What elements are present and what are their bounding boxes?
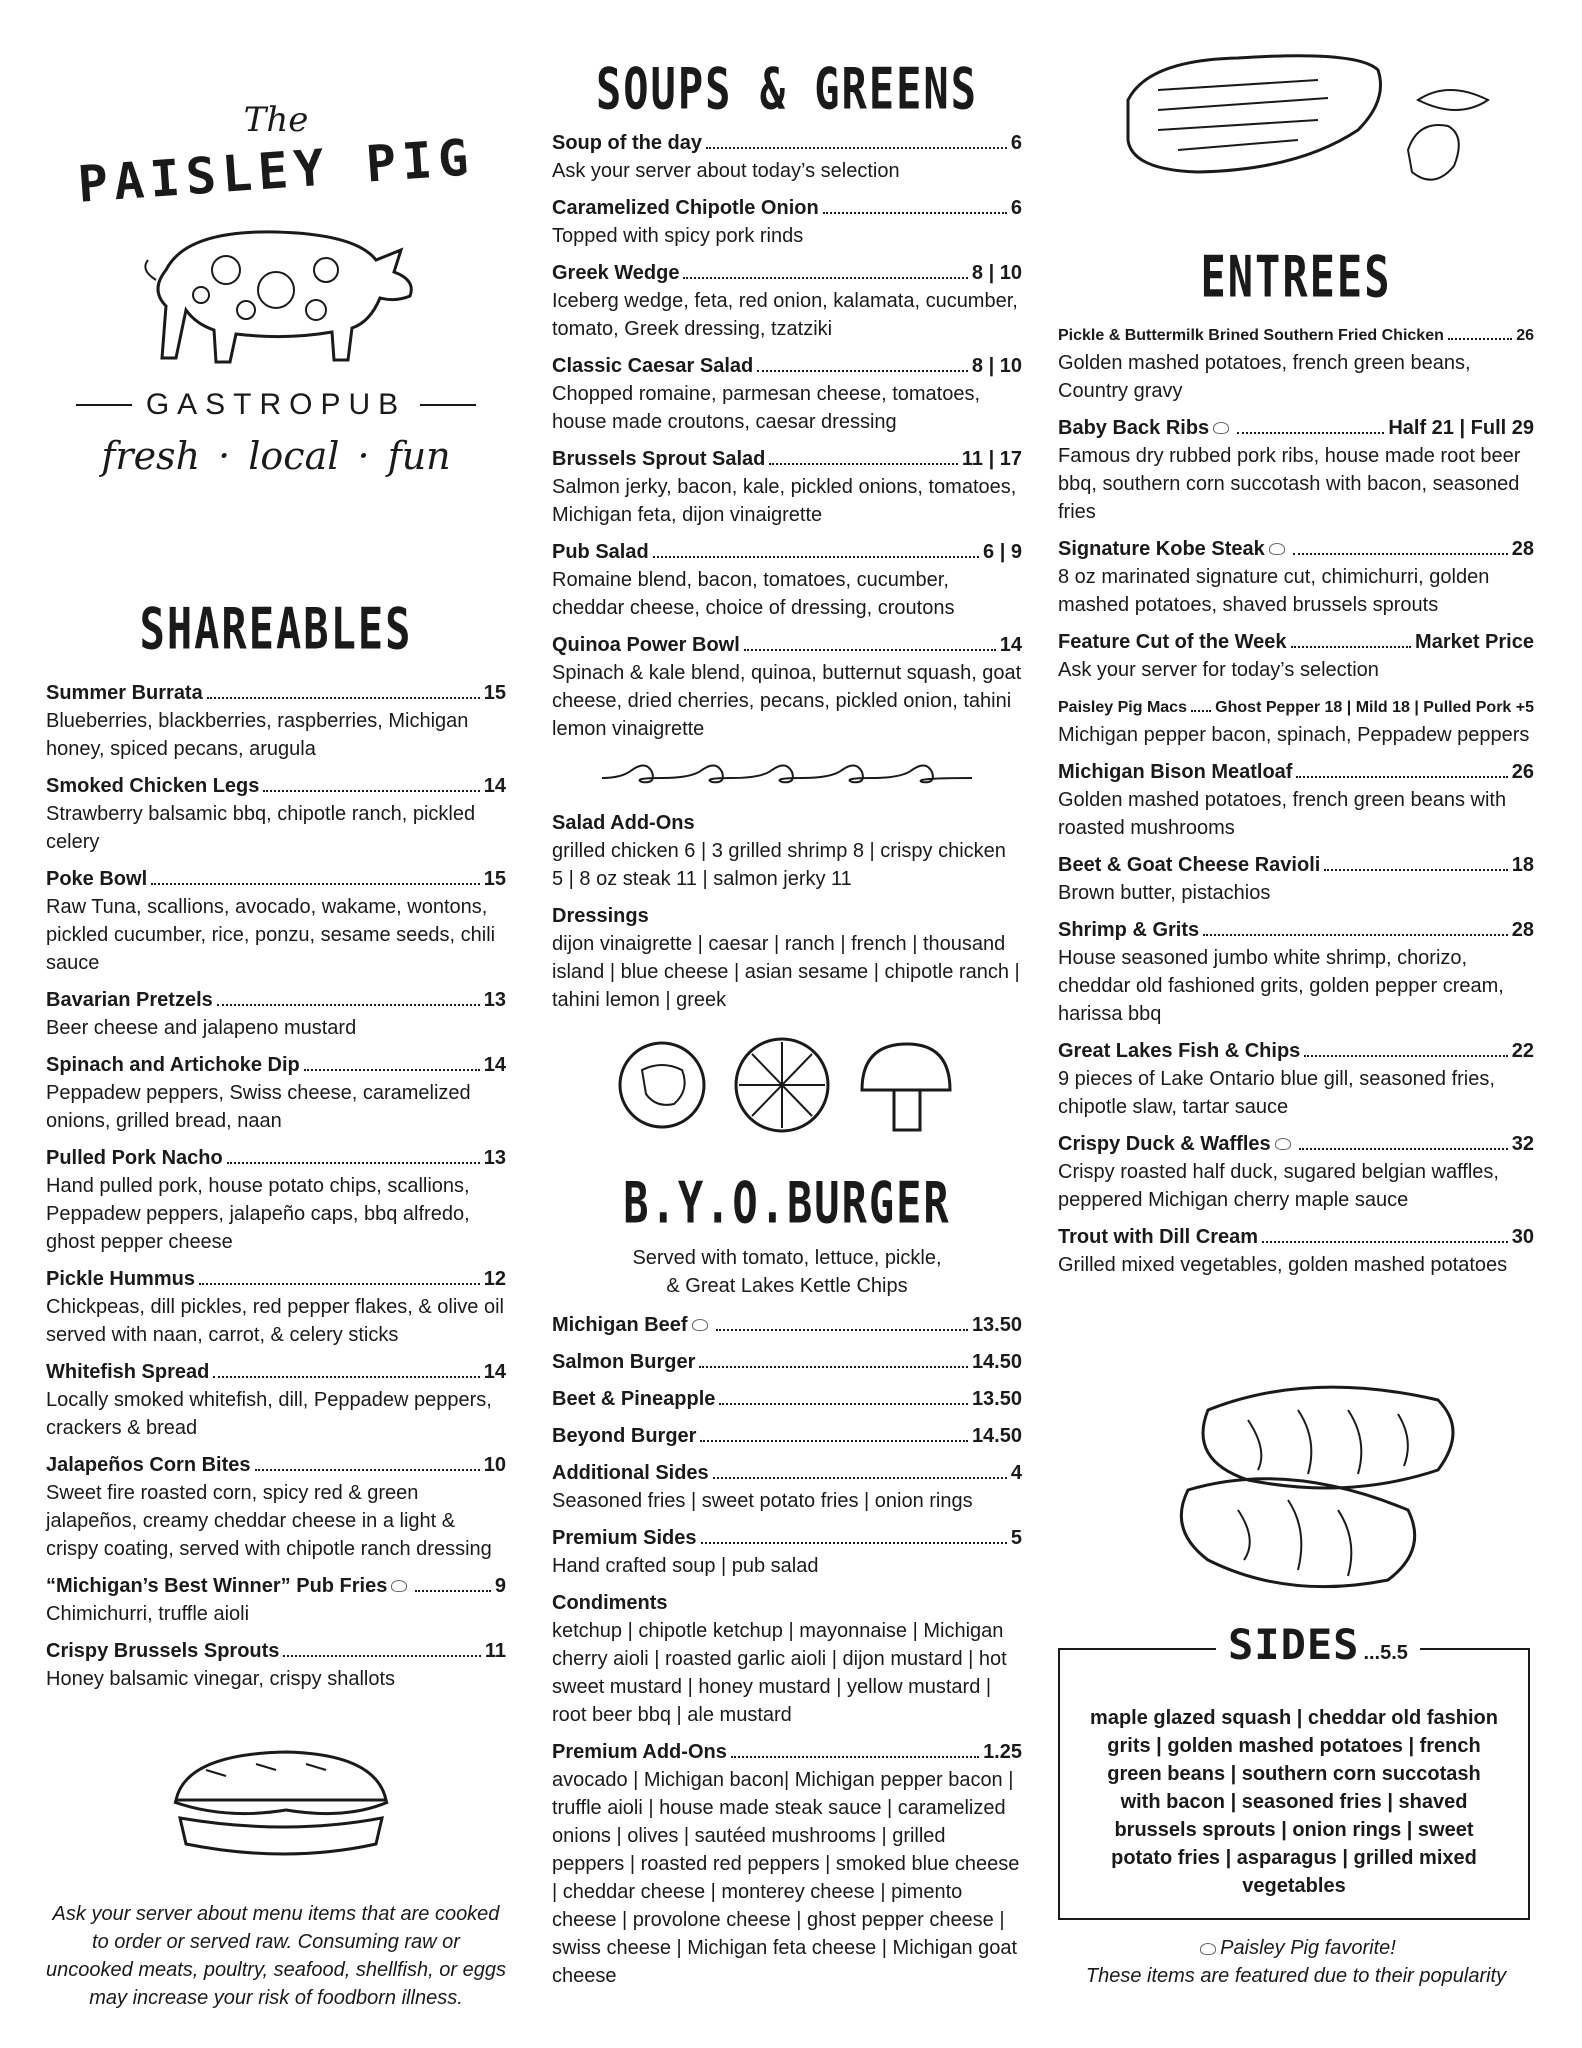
dressings-title: Dressings xyxy=(552,905,649,927)
item-name: Paisley Pig Macs xyxy=(1058,699,1187,716)
dressings xyxy=(552,903,1022,1014)
dot-leader xyxy=(1304,1055,1507,1057)
item-name: Premium Add-Ons xyxy=(552,1741,727,1763)
item-name: Bavarian Pretzels xyxy=(46,989,213,1011)
dot-leader xyxy=(1293,553,1508,555)
item-description: Iceberg wedge, feta, red onion, kalamata, cucumber, tomato, Greek dressing, tzatziki xyxy=(552,290,1018,340)
menu-item xyxy=(46,1638,506,1693)
item-description: Ask your server about today’s selection xyxy=(552,160,900,182)
item-price: 14 xyxy=(483,775,506,797)
favorite-pig-icon xyxy=(1269,543,1285,555)
menu-item xyxy=(46,987,506,1042)
item-name: Great Lakes Fish & Chips xyxy=(1058,1040,1301,1062)
dot-leader xyxy=(1203,934,1508,936)
dot-leader xyxy=(716,1329,968,1331)
vegetables-illustration-icon xyxy=(612,1030,952,1140)
menu-item xyxy=(1058,852,1534,907)
sides-list: maple glazed squash | cheddar old fashion grits | golden mashed potatoes | french green beans | southern corn succotash with bacon | seasoned fries | shaved brussels sprouts | onion rings | sweet potato fries | asparagus | grilled mixed vegetables xyxy=(1090,1707,1498,1897)
item-name: Soup of the day xyxy=(552,132,702,154)
dot-leader xyxy=(653,556,979,558)
section-title-shareables: SHAREABLES xyxy=(139,596,413,663)
item-price: 14.50 xyxy=(971,1425,1022,1447)
favorite-pig-icon xyxy=(1200,1943,1216,1955)
item-price: 8 | 10 xyxy=(971,355,1022,377)
item-price: 11 | 17 xyxy=(961,448,1022,470)
menu-item xyxy=(1058,759,1534,842)
item-price: 10 xyxy=(483,1454,506,1476)
menu-item xyxy=(552,1386,1022,1413)
divider-line xyxy=(420,404,476,406)
dot-leader xyxy=(1191,710,1211,712)
condiments xyxy=(552,1590,1022,1729)
food-safety-disclaimer: Ask your server about menu items that are cooked to order or served raw. Consuming raw or uncooked meats, poultry, seafood, shellfish, or eggs may increase your risk of foodborn illness. xyxy=(46,1903,506,2009)
steak-illustration-icon xyxy=(1118,40,1498,220)
item-description: Chopped romaine, parmesan cheese, tomatoes, house made croutons, caesar dressing xyxy=(552,383,981,433)
item-description: Golden mashed potatoes, french green beans with roasted mushrooms xyxy=(1058,789,1507,839)
item-price: 28 xyxy=(1511,538,1534,560)
item-price: 26 xyxy=(1511,761,1534,783)
item-description: House seasoned jumbo white shrimp, chorizo, cheddar old fashioned grits, golden pepper cream, harissa bbq xyxy=(1058,947,1504,1025)
item-description: Salmon jerky, bacon, kale, pickled onions, tomatoes, Michigan feta, dijon vinaigrette xyxy=(552,476,1017,526)
item-name: Premium Sides xyxy=(552,1527,697,1549)
dot-leader xyxy=(255,1469,480,1471)
premium-addons-list: avocado | Michigan bacon| Michigan pepper bacon | truffle aioli | house made steak sauce | caramelized onions | olives | sautéed mushrooms | grilled peppers | roasted red peppers | smoked blue cheese | cheddar cheese | monterey cheese | pimento cheese | provolone cheese | ghost pepper cheese | swiss cheese | Michigan feta cheese | Michigan goat cheese xyxy=(552,1769,1020,1987)
dressings-list: dijon vinaigrette | caesar | ranch | french | thousand island | blue cheese | asian sesame | chipotle ranch | tahini lemon | greek xyxy=(552,933,1020,1011)
dot-leader xyxy=(227,1162,480,1164)
item-name: Beyond Burger xyxy=(552,1425,697,1447)
legend-line2: These items are featured due to their popularity xyxy=(1085,1965,1507,1987)
logo-gastropub: GASTROPUB xyxy=(145,388,407,421)
menu-item xyxy=(46,773,506,856)
dot-leader xyxy=(283,1655,480,1657)
menu-item xyxy=(552,130,1022,185)
item-price: 28 xyxy=(1511,919,1534,941)
item-description: Spinach & kale blend, quinoa, butternut squash, goat cheese, dried cherries, pecans, pickled onion, tahini lemon vinaigrette xyxy=(552,662,1022,740)
favorite-pig-icon xyxy=(1213,422,1229,434)
item-name: Trout with Dill Cream xyxy=(1058,1226,1259,1248)
menu-item xyxy=(1058,629,1534,684)
menu-item xyxy=(552,353,1022,436)
menu-item xyxy=(46,1266,506,1349)
burger-subtitle-line2: & Great Lakes Kettle Chips xyxy=(666,1275,908,1297)
menu-item xyxy=(46,1052,506,1135)
item-description: Michigan pepper bacon, spinach, Peppadew peppers xyxy=(1058,724,1530,746)
dot-leader xyxy=(700,1440,967,1442)
dot-leader xyxy=(823,212,1007,214)
dot-leader xyxy=(713,1477,1007,1479)
menu-item xyxy=(552,195,1022,250)
dot-leader xyxy=(199,1283,480,1285)
dot-leader xyxy=(744,649,996,651)
item-description: Hand crafted soup | pub salad xyxy=(552,1555,819,1577)
favorite-pig-icon xyxy=(1275,1138,1291,1150)
item-description: Peppadew peppers, Swiss cheese, caramelized onions, grilled bread, naan xyxy=(46,1082,471,1132)
section-title-soups: SOUPS & GREENS xyxy=(595,56,978,123)
item-name: Whitefish Spread xyxy=(46,1361,210,1383)
fish-fillet-illustration-icon xyxy=(1148,1370,1478,1610)
divider-line xyxy=(76,404,132,406)
dot-leader xyxy=(213,1376,479,1378)
dot-leader xyxy=(207,697,480,699)
menu-item xyxy=(552,260,1022,343)
item-description: Honey balsamic vinegar, crispy shallots xyxy=(46,1668,396,1690)
item-name: Shrimp & Grits xyxy=(1058,919,1200,941)
item-name: Classic Caesar Salad xyxy=(552,355,754,377)
section-title-burger: B.Y.O.BURGER xyxy=(623,1170,951,1237)
item-price: 5 xyxy=(1010,1527,1022,1549)
menu-item xyxy=(1058,1131,1534,1214)
menu-item xyxy=(552,1460,1022,1515)
item-name: Quinoa Power Bowl xyxy=(552,634,740,656)
item-description: Locally smoked whitefish, dill, Peppadew peppers, crackers & bread xyxy=(46,1389,492,1439)
swirl-divider-icon xyxy=(602,758,972,798)
item-price: 32 xyxy=(1511,1133,1534,1155)
item-description: Crispy roasted half duck, sugared belgian waffles, peppered Michigan cherry maple sauce xyxy=(1058,1161,1499,1211)
menu-item xyxy=(552,1423,1022,1450)
menu-item xyxy=(552,632,1022,743)
entrees-list xyxy=(1058,322,1534,1289)
paisley-pig-icon xyxy=(126,210,426,370)
dot-leader xyxy=(1299,1148,1508,1150)
menu-item xyxy=(552,1349,1022,1376)
menu-item xyxy=(1058,1038,1534,1121)
item-name: Poke Bowl xyxy=(46,868,148,890)
dot-leader xyxy=(731,1756,979,1758)
dot-leader xyxy=(1291,646,1411,648)
item-description: Romaine blend, bacon, tomatoes, cucumber, cheddar cheese, choice of dressing, croutons xyxy=(552,569,955,619)
logo-the: The xyxy=(243,100,309,140)
dot-leader xyxy=(415,1590,491,1592)
item-price: 9 xyxy=(494,1575,506,1597)
logo-tagline: fresh · local · fun xyxy=(101,434,451,478)
menu-item xyxy=(1058,536,1534,619)
item-price: Half 21 | Full 29 xyxy=(1388,417,1534,439)
item-price: 30 xyxy=(1511,1226,1534,1248)
item-description: Grilled mixed vegetables, golden mashed potatoes xyxy=(1058,1254,1508,1276)
soups-list xyxy=(552,130,1022,753)
dot-leader xyxy=(757,370,968,372)
item-price: 14.50 xyxy=(971,1351,1022,1373)
salad-addons xyxy=(552,810,1022,893)
item-price: 6 | 9 xyxy=(983,541,1022,563)
item-price: Ghost Pepper 18 | Mild 18 | Pulled Pork +5 xyxy=(1215,699,1534,716)
item-name: Pickle & Buttermilk Brined Southern Fried Chicken xyxy=(1058,327,1444,344)
item-name: Baby Back Ribs xyxy=(1058,417,1210,439)
item-description: Chickpeas, dill pickles, red pepper flakes, & olive oil served with naan, carrot, & celery sticks xyxy=(46,1296,504,1346)
menu-item xyxy=(552,1525,1022,1580)
sides-box xyxy=(1058,1620,1530,1920)
item-name: Pickle Hummus xyxy=(46,1268,195,1290)
menu-item xyxy=(552,1312,1022,1339)
dot-leader xyxy=(706,147,1007,149)
salad-extras xyxy=(552,810,1022,1024)
dot-leader xyxy=(1262,1241,1508,1243)
item-description: Golden mashed potatoes, french green beans, Country gravy xyxy=(1058,352,1471,402)
dot-leader xyxy=(683,277,967,279)
item-name: Smoked Chicken Legs xyxy=(46,775,260,797)
menu-item xyxy=(1058,415,1534,526)
item-price: 14 xyxy=(483,1361,506,1383)
item-description: Sweet fire roasted corn, spicy red & green jalapeños, creamy cheddar cheese in a light & crispy coating, served with chipotle ranch dressing xyxy=(46,1482,492,1560)
item-name: Jalapeños Corn Bites xyxy=(46,1454,251,1476)
item-description: Famous dry rubbed pork ribs, house made root beer bbq, southern corn succotash with bacon, seasoned fries xyxy=(1058,445,1521,523)
dot-leader xyxy=(719,1403,968,1405)
dot-leader xyxy=(1237,432,1384,434)
menu-item xyxy=(46,866,506,977)
premium-addons xyxy=(552,1739,1022,1990)
item-price: 15 xyxy=(483,868,506,890)
item-price: 6 xyxy=(1010,197,1022,219)
dot-leader xyxy=(701,1542,1007,1544)
restaurant-logo xyxy=(46,100,506,478)
item-description: Ask your server for today’s selection xyxy=(1058,659,1379,681)
item-description: Hand pulled pork, house potato chips, scallions, Peppadew peppers, jalapeño caps, bbq alfredo, ghost pepper cheese xyxy=(46,1175,470,1253)
dot-leader xyxy=(769,463,957,465)
item-description: Chimichurri, truffle aioli xyxy=(46,1603,250,1625)
item-price: Market Price xyxy=(1415,631,1534,653)
item-price: 13.50 xyxy=(971,1314,1022,1336)
favorite-legend xyxy=(1058,1934,1534,1990)
item-price: 13.50 xyxy=(971,1388,1022,1410)
item-description: Raw Tuna, scallions, avocado, wakame, wontons, pickled cucumber, rice, ponzu, sesame seeds, chili sauce xyxy=(46,896,496,974)
item-description: 8 oz marinated signature cut, chimichurri, golden mashed potatoes, shaved brussels sprouts xyxy=(1058,566,1490,616)
item-price: 13 xyxy=(483,989,506,1011)
item-price: 1.25 xyxy=(983,1741,1022,1763)
sides-price: ...5.5 xyxy=(1363,1642,1408,1664)
item-price: 4 xyxy=(1010,1462,1022,1484)
menu-item xyxy=(552,539,1022,622)
menu-item xyxy=(46,680,506,763)
menu-item xyxy=(1058,322,1534,405)
item-price: 18 xyxy=(1511,854,1534,876)
item-name: Feature Cut of the Week xyxy=(1058,631,1287,653)
item-price: 14 xyxy=(483,1054,506,1076)
menu-item xyxy=(46,1573,506,1628)
menu-item xyxy=(1058,917,1534,1028)
logo-subtitle xyxy=(46,388,506,422)
item-description: Strawberry balsamic bbq, chipotle ranch, pickled celery xyxy=(46,803,476,853)
item-name: Summer Burrata xyxy=(46,682,203,704)
dot-leader xyxy=(151,883,480,885)
condiments-title: Condiments xyxy=(552,1592,668,1614)
item-description: Seasoned fries | sweet potato fries | onion rings xyxy=(552,1490,973,1512)
dot-leader xyxy=(263,790,479,792)
item-price: 14 xyxy=(999,634,1022,656)
legend-line1: Paisley Pig favorite! xyxy=(1220,1937,1396,1959)
item-price: 6 xyxy=(1010,132,1022,154)
dot-leader xyxy=(1324,869,1507,871)
item-price: 26 xyxy=(1516,327,1534,344)
item-name: Beet & Pineapple xyxy=(552,1388,716,1410)
dot-leader xyxy=(304,1069,480,1071)
item-price: 22 xyxy=(1511,1040,1534,1062)
item-name: Signature Kobe Steak xyxy=(1058,538,1265,560)
item-price: 11 xyxy=(484,1640,506,1662)
item-name: Michigan Beef xyxy=(552,1314,688,1336)
item-description: Beer cheese and jalapeno mustard xyxy=(46,1017,357,1039)
item-name: Brussels Sprout Salad xyxy=(552,448,766,470)
item-name: Pub Salad xyxy=(552,541,649,563)
shareables-list xyxy=(46,680,506,1703)
burger-list xyxy=(552,1312,1022,2000)
item-name: “Michigan’s Best Winner” Pub Fries xyxy=(46,1575,388,1597)
item-name: Greek Wedge xyxy=(552,262,680,284)
sides-title xyxy=(1216,1620,1420,1669)
item-name: Additional Sides xyxy=(552,1462,709,1484)
menu-item xyxy=(1058,694,1534,749)
dot-leader xyxy=(1448,338,1512,340)
logo-name: PAISLEY PIG xyxy=(75,128,477,214)
favorite-pig-icon xyxy=(692,1319,708,1331)
item-name: Spinach and Artichoke Dip xyxy=(46,1054,300,1076)
item-name: Pulled Pork Nacho xyxy=(46,1147,223,1169)
item-price: 13 xyxy=(483,1147,506,1169)
item-name: Beet & Goat Cheese Ravioli xyxy=(1058,854,1321,876)
item-name: Salmon Burger xyxy=(552,1351,696,1373)
item-name: Caramelized Chipotle Onion xyxy=(552,197,819,219)
item-name: Crispy Brussels Sprouts xyxy=(46,1640,280,1662)
item-description: Topped with spicy pork rinds xyxy=(552,225,804,247)
condiments-list: ketchup | chipotle ketchup | mayonnaise | Michigan cherry aioli | roasted garlic aioli | dijon mustard | hot sweet mustard | honey mustard | yellow mustard | root beer bbq | ale mustard xyxy=(552,1620,1007,1726)
menu-item xyxy=(46,1145,506,1256)
menu-item xyxy=(46,1359,506,1442)
menu-item xyxy=(1058,1224,1534,1279)
sandwich-illustration-icon xyxy=(166,1740,396,1870)
salad-addons-title: Salad Add-Ons xyxy=(552,812,695,834)
dot-leader xyxy=(1296,776,1507,778)
sides-title-text: SIDES xyxy=(1228,1620,1360,1669)
item-price: 15 xyxy=(483,682,506,704)
dot-leader xyxy=(699,1366,968,1368)
item-description: 9 pieces of Lake Ontario blue gill, seasoned fries, chipotle slaw, tartar sauce xyxy=(1058,1068,1495,1118)
burger-subtitle xyxy=(552,1244,1022,1300)
item-price: 8 | 10 xyxy=(971,262,1022,284)
menu-item xyxy=(552,446,1022,529)
item-description: Blueberries, blackberries, raspberries, Michigan honey, spiced pecans, arugula xyxy=(46,710,469,760)
item-name: Crispy Duck & Waffles xyxy=(1058,1133,1271,1155)
item-description: Brown butter, pistachios xyxy=(1058,882,1271,904)
favorite-pig-icon xyxy=(391,1580,407,1592)
salad-addons-list: grilled chicken 6 | 3 grilled shrimp 8 | crispy chicken 5 | 8 oz steak 11 | salmon jerky 11 xyxy=(552,840,1006,890)
item-price: 12 xyxy=(483,1268,506,1290)
dot-leader xyxy=(217,1004,480,1006)
section-title-entrees: ENTREES xyxy=(1200,244,1392,311)
menu-item xyxy=(46,1452,506,1563)
burger-subtitle-line1: Served with tomato, lettuce, pickle, xyxy=(632,1247,942,1269)
item-name: Michigan Bison Meatloaf xyxy=(1058,761,1293,783)
